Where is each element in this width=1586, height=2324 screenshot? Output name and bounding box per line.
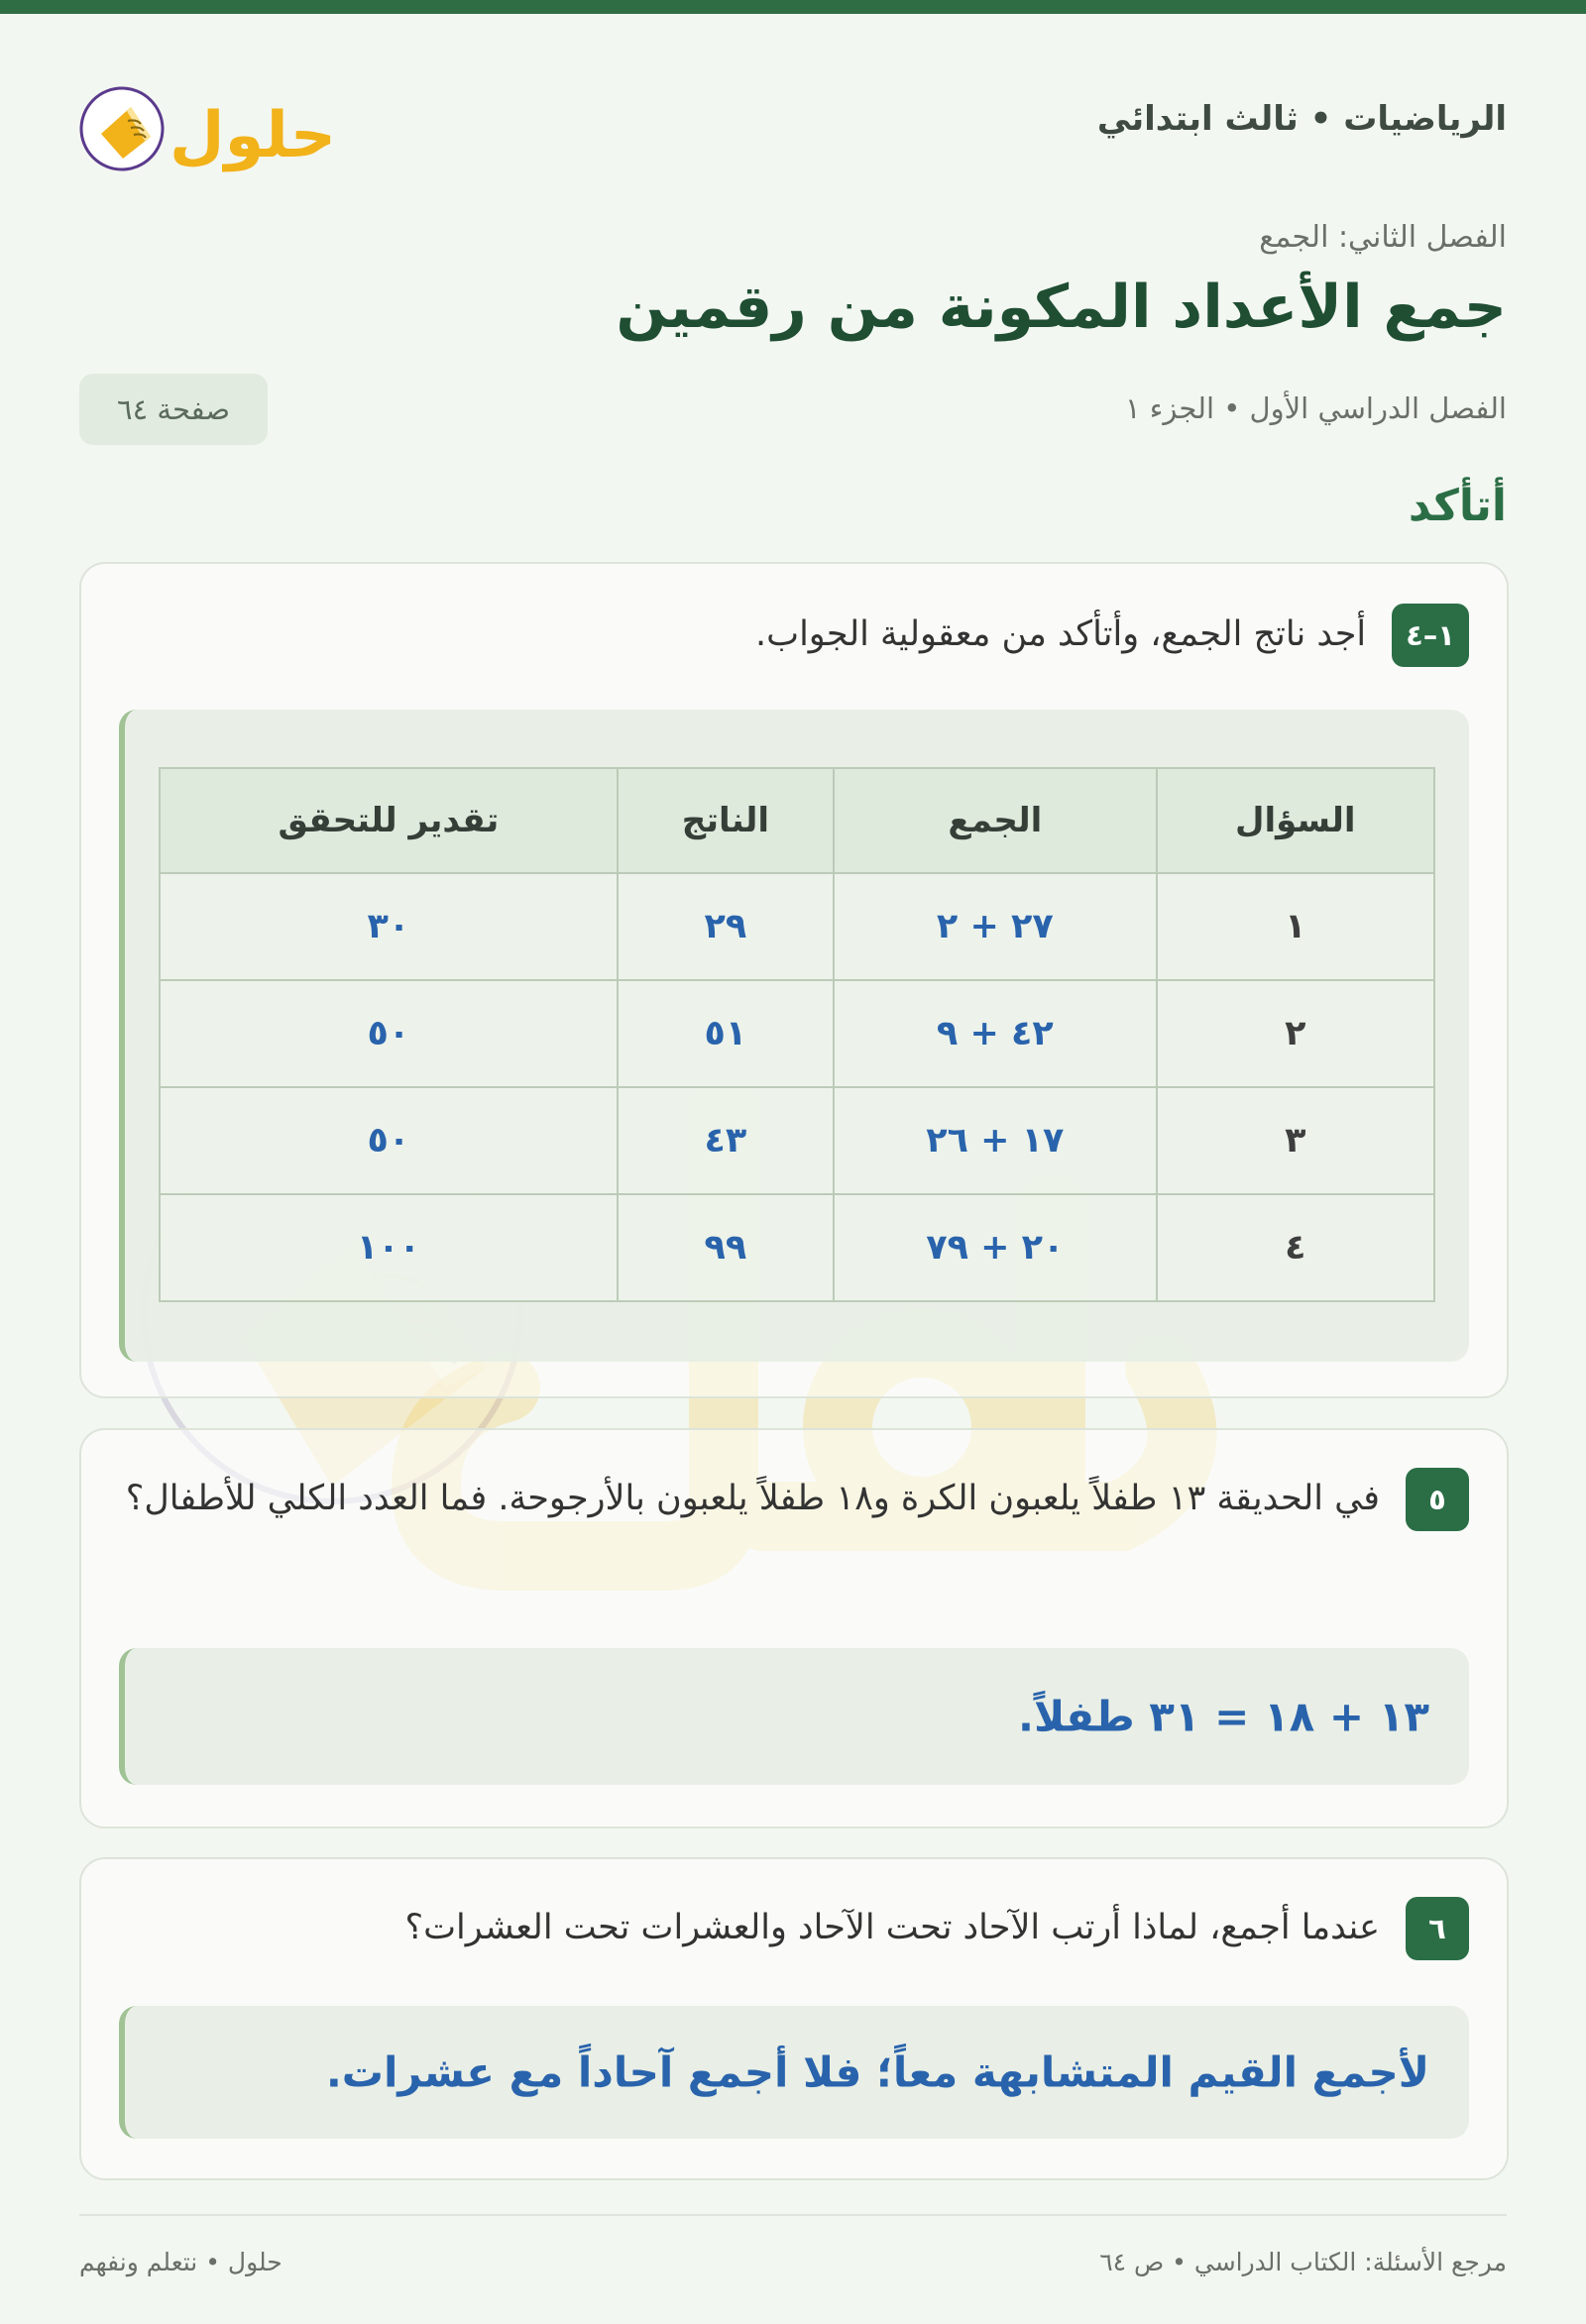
addition-cell: ١٧ + ٢٦: [834, 1087, 1157, 1194]
question-text: عندما أجمع، لماذا أرتب الآحاد تحت الآحاد والعشرات تحت العشرات؟: [404, 1908, 1380, 1947]
column-header: تقدير للتحقق: [160, 768, 618, 873]
addition-cell: ٤٢ + ٩: [834, 980, 1157, 1087]
result-cell: ٥١: [618, 980, 834, 1087]
answer-table-panel: [119, 710, 1469, 1362]
table-row: [160, 980, 1434, 1087]
answer-text: لأجمع القيم المتشابهة معاً؛ فلا أجمع آحاداً مع عشرات.: [325, 2047, 1429, 2097]
question-card-6: [79, 1857, 1509, 2180]
question-card-5: [79, 1428, 1509, 1828]
answer-panel: [119, 2006, 1469, 2139]
subject-label: الرياضيات • ثالث ابتدائي: [1096, 99, 1507, 139]
estimate-cell: ٣٠: [160, 873, 618, 980]
footer-brand: حلول • نتعلم ونفهم: [79, 2248, 283, 2276]
column-header: السؤال: [1157, 768, 1434, 873]
question-badge: ٥: [1406, 1468, 1469, 1531]
addition-cell: ٢٠ + ٧٩: [834, 1194, 1157, 1301]
question-badge: ١–٤: [1392, 604, 1469, 667]
page-title: جمع الأعداد المكونة من رقمين: [616, 273, 1507, 342]
question-row: [121, 1468, 1469, 1531]
addition-cell: ٢٧ + ٢: [834, 873, 1157, 980]
question-text: أجد ناتج الجمع، وأتأكد من معقولية الجواب.: [755, 614, 1367, 654]
question-number-cell: ٤: [1157, 1194, 1434, 1301]
logo-text: حلول: [170, 99, 336, 172]
table-row: [160, 1194, 1434, 1301]
top-accent-bar: [0, 0, 1586, 14]
question-card-1-4: [79, 562, 1509, 1398]
page-number-chip: صفحة ٦٤: [79, 374, 268, 445]
question-badge: ٦: [1406, 1897, 1469, 1960]
question-number-cell: ٣: [1157, 1087, 1434, 1194]
result-cell: ٤٣: [618, 1087, 834, 1194]
section-heading: أتأكد: [1408, 481, 1507, 531]
logo[interactable]: [79, 79, 357, 178]
table-row: [160, 873, 1434, 980]
result-cell: ٢٩: [618, 873, 834, 980]
footer-reference: مرجع الأسئلة: الكتاب الدراسي • ص ٦٤: [1099, 2248, 1507, 2276]
page-header: [79, 79, 1507, 178]
semester-label: الفصل الدراسي الأول • الجزء ١: [1124, 391, 1507, 425]
column-header: الناتج: [618, 768, 834, 873]
question-row: [755, 604, 1469, 667]
estimate-cell: ٥٠: [160, 980, 618, 1087]
question-number-cell: ١: [1157, 873, 1434, 980]
column-header: الجمع: [834, 768, 1157, 873]
estimate-cell: ١٠٠: [160, 1194, 618, 1301]
question-row: [405, 1897, 1469, 1960]
book-circle-icon: [81, 88, 163, 169]
addition-table: [159, 767, 1435, 1302]
answer-text: ١٣ + ١٨ = ٣١ طفلاً.: [1018, 1692, 1429, 1741]
table-header-row: [160, 768, 1434, 873]
result-cell: ٩٩: [618, 1194, 834, 1301]
table-row: [160, 1087, 1434, 1194]
answer-panel: [119, 1648, 1469, 1785]
estimate-cell: ٥٠: [160, 1087, 618, 1194]
question-number-cell: ٢: [1157, 980, 1434, 1087]
question-text: في الحديقة ١٣ طفلاً يلعبون الكرة و١٨ طفلاً يلعبون بالأرجوحة. فما العدد الكلي للأطفال؟: [125, 1479, 1380, 1518]
chapter-label: الفصل الثاني: الجمع: [1259, 220, 1507, 255]
footer-divider: [79, 2214, 1507, 2216]
